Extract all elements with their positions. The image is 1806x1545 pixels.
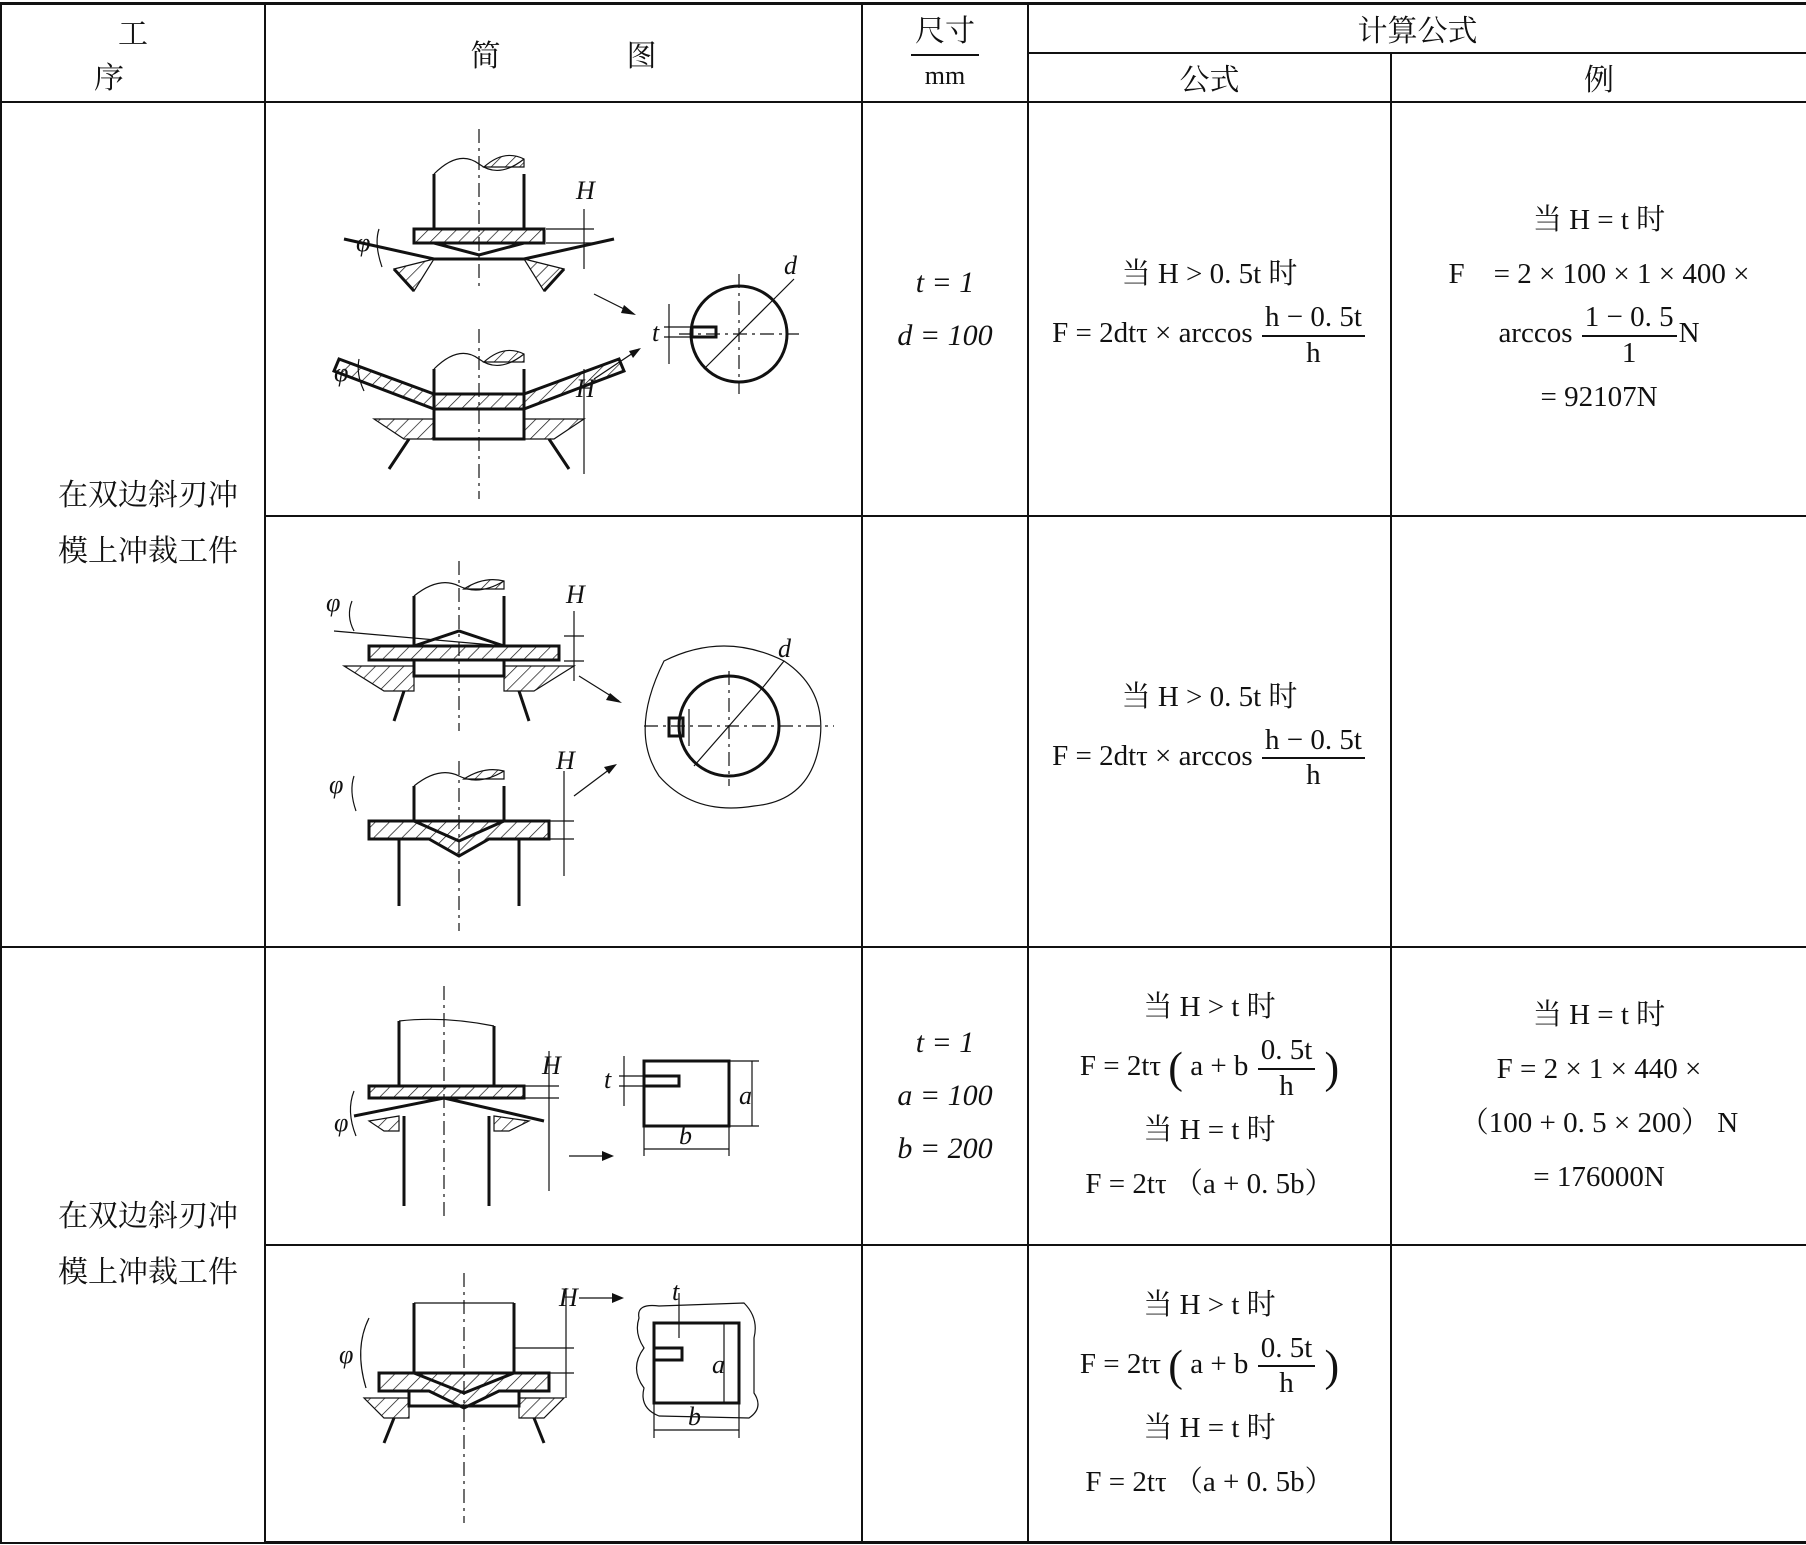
formula-d-paren-close: ) — [1324, 1341, 1340, 1391]
label-H-1: H — [575, 175, 595, 205]
section1-example — [1391, 102, 1806, 516]
sketch-rect-punch-bevel — [284, 966, 844, 1226]
section1-process: 在双边斜刃冲模上冲裁工件 — [1, 102, 265, 947]
formula-d-paren-open: ( — [1168, 1341, 1183, 1391]
example1-fraction: $\frac{1 - 0. 5}{1}$ — [1582, 301, 1677, 370]
example2-line2: （100 + 0. 5 × 200） N — [1459, 1106, 1739, 1139]
sketch-round-die-bevel — [284, 531, 844, 931]
formula-c-fraction: $\frac{0. 5t}{h}$ — [1258, 1034, 1316, 1103]
header-sketch: 简 图 — [265, 4, 862, 102]
section2-formula-b — [1028, 1245, 1391, 1543]
sketch-rect-die-bevel — [284, 1258, 844, 1528]
label-phi-3: φ — [325, 588, 340, 617]
section2-dims-empty — [862, 1245, 1028, 1543]
section1-dims — [862, 102, 1028, 516]
formula-d-inner: a + b — [1190, 1347, 1249, 1380]
sketch-round-punch-bevel — [284, 119, 844, 499]
label-phi-1: φ — [355, 227, 370, 257]
dim-t: t = 1 — [915, 265, 975, 299]
formula-a-lhs: F = 2dtτ × arccos — [1052, 317, 1253, 350]
press-force-table — [0, 2, 1806, 1544]
section1-formula-b — [1028, 516, 1391, 947]
header-process: 工 序 — [1, 4, 265, 102]
label-t-3: t — [671, 1277, 679, 1307]
section1-sketch-a — [265, 102, 862, 516]
header-size-label: 尺寸 — [911, 14, 979, 56]
label-d-1: d — [783, 250, 797, 280]
formula-c-cond1: 当 H > t 时 — [1143, 991, 1276, 1024]
example1-arccos: arccos — [1498, 317, 1573, 350]
section2-sketch-a — [265, 947, 862, 1245]
example2-cond: 当 H = t 时 — [1532, 998, 1666, 1031]
section2-dims — [862, 947, 1028, 1245]
label-phi-4: φ — [328, 770, 343, 799]
section1-formula-a — [1028, 102, 1391, 516]
label-phi-6: φ — [338, 1340, 353, 1370]
formula-b-lhs: F = 2dtτ × arccos — [1052, 739, 1253, 772]
section1-example-empty — [1391, 516, 1806, 947]
example1-unit: N — [1678, 317, 1700, 350]
dim-t-2: t = 1 — [915, 1026, 975, 1059]
label-b-1: b — [678, 1120, 692, 1150]
label-a-2: a — [711, 1350, 725, 1380]
section2-example-empty — [1391, 1245, 1806, 1543]
header-calc: 计算公式 — [1028, 4, 1806, 53]
formula-d-cond1: 当 H > t 时 — [1143, 1288, 1276, 1321]
formula-c-lhs: F = 2tτ — [1079, 1050, 1162, 1083]
formula-d-cond2: 当 H = t 时 — [1143, 1411, 1276, 1444]
label-phi-5: φ — [333, 1107, 348, 1137]
dim-d: d = 100 — [897, 318, 993, 352]
formula-b-fraction: $\frac{h - 0. 5t}{h}$ — [1262, 724, 1365, 793]
dim-a: a = 100 — [897, 1079, 993, 1112]
section2-sketch-b — [265, 1245, 862, 1543]
example2-result: = 176000N — [1533, 1160, 1665, 1193]
label-t-2: t — [603, 1064, 611, 1094]
formula-c-paren-open: ( — [1168, 1043, 1183, 1093]
label-H-6: H — [558, 1283, 578, 1313]
section2-example — [1391, 947, 1806, 1245]
label-a-1: a — [738, 1080, 752, 1110]
header-formula: 公式 — [1028, 53, 1391, 102]
label-H-4: H — [555, 746, 575, 775]
section2-formula-a — [1028, 947, 1391, 1245]
label-phi-2: φ — [333, 357, 348, 387]
section1-dims-empty — [862, 516, 1028, 947]
example1-result: = 92107N — [1540, 380, 1658, 413]
label-H-3: H — [565, 580, 585, 609]
example1-line1: F = 2 × 100 × 1 × 400 × — [1448, 258, 1750, 291]
label-t-1: t — [651, 317, 659, 347]
formula-d-line2: F = 2tτ （a + 0. 5b） — [1085, 1465, 1334, 1498]
section2-process: 在双边斜刃冲模上冲裁工件 — [1, 947, 265, 1543]
label-H-5: H — [541, 1050, 561, 1080]
formula-c-inner: a + b — [1190, 1050, 1249, 1083]
formula-c-paren-close: ) — [1324, 1043, 1340, 1093]
formula-a-cond: 当 H > 0. 5t 时 — [1121, 258, 1298, 291]
label-H-2: H — [575, 373, 595, 403]
example2-line1: F = 2 × 1 × 440 × — [1496, 1052, 1702, 1085]
section1-sketch-b — [265, 516, 862, 947]
formula-b-cond: 当 H > 0. 5t 时 — [1121, 680, 1298, 713]
label-d-2: d — [777, 634, 791, 663]
formula-a-fraction: $\frac{h - 0. 5t}{h}$ — [1262, 301, 1365, 370]
formula-d-fraction: $\frac{0. 5t}{h}$ — [1258, 1332, 1316, 1401]
header-size-unit: mm — [924, 61, 966, 91]
header-example: 例 — [1391, 53, 1806, 102]
label-b-2: b — [687, 1402, 701, 1432]
formula-d-lhs: F = 2tτ — [1079, 1347, 1162, 1380]
header-size — [862, 4, 1028, 102]
formula-c-cond2: 当 H = t 时 — [1143, 1113, 1276, 1146]
example1-cond: 当 H = t 时 — [1532, 204, 1666, 237]
formula-c-line2: F = 2tτ （a + 0. 5b） — [1085, 1167, 1334, 1200]
dim-b: b = 200 — [897, 1132, 993, 1165]
